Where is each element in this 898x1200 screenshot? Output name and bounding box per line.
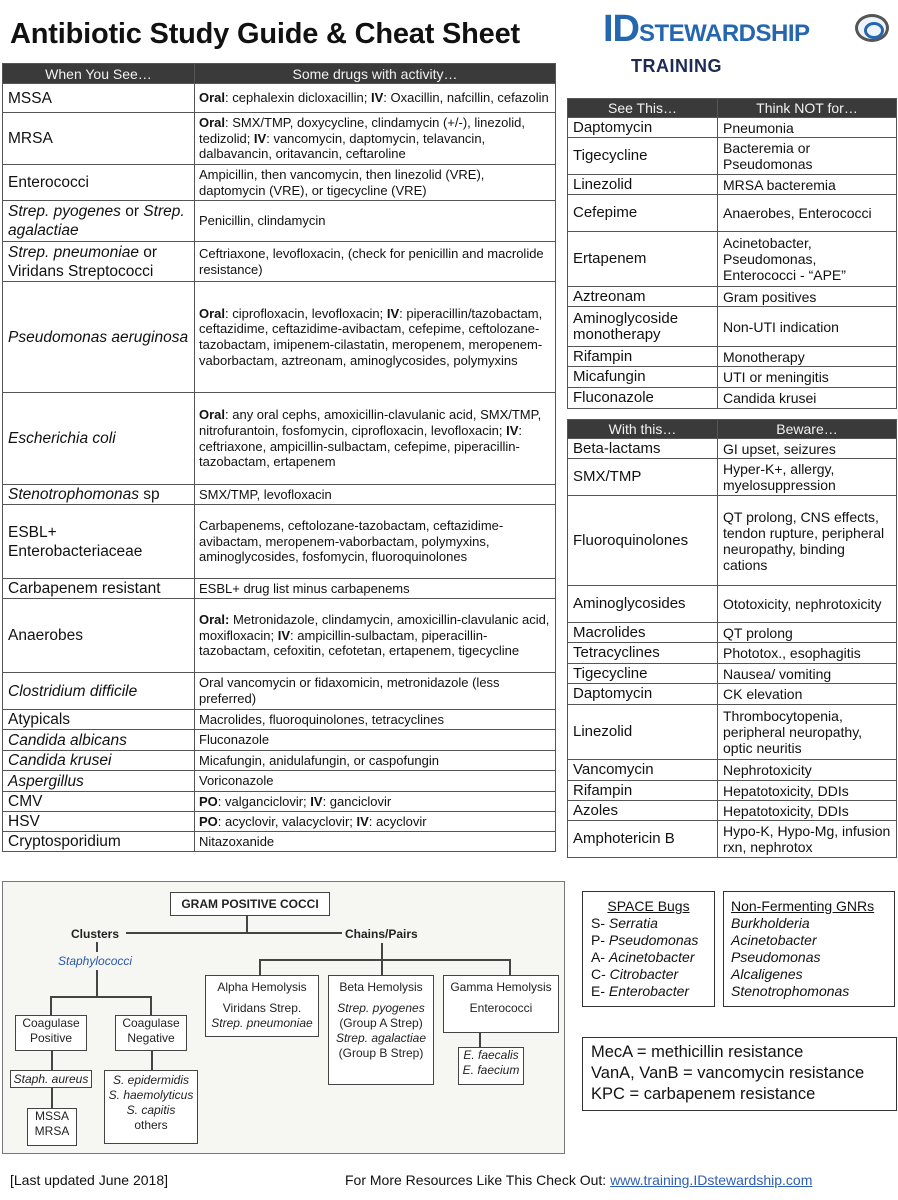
table-row [568, 781, 897, 801]
list-item [591, 949, 706, 966]
drug-cell: Linezolid [568, 175, 718, 195]
label-strep-agalactiae: Strep. agalactiae [335, 1031, 427, 1045]
resistance-genes-box [582, 1037, 897, 1111]
table-row [568, 643, 897, 664]
drugs-cell: Ampicillin, then vancomycin, then linezolid (VRE), daptomycin (VRE), or tigecycline (VRE) [195, 165, 556, 201]
label-e-faecium: E. faecium [462, 1063, 520, 1077]
note-cell: MRSA bacteremia [718, 175, 897, 195]
drug-cell: Amphotericin B [568, 821, 718, 858]
label-enterococci: Enterococci [469, 1001, 533, 1015]
organism-cell: Cryptosporidium [3, 832, 195, 852]
table-row [568, 175, 897, 195]
resistance-vana-vanb: VanA, VanB = vancomycin resistance [591, 1064, 865, 1082]
node-mssa-mrsa [27, 1108, 77, 1146]
drugs-cell: Voriconazole [195, 771, 556, 792]
table-row [3, 505, 556, 579]
space-bugs-title: SPACE Bugs [607, 898, 690, 914]
space-organism: Serratia [608, 915, 658, 931]
node-coag-negative-species [104, 1070, 198, 1144]
drugs-cell: Oral: SMX/TMP, doxycycline, clindamycin (+/-), linezolid, tedizolid; IV: vancomycin, daptomycin, telavancin, dalbavancin, oritavancin, ceftaroline [195, 113, 556, 165]
organism-cell: Pseudomonas aeruginosa [3, 282, 195, 393]
note-cell: Phototox., esophagitis [718, 643, 897, 664]
header-with-this: With this… [568, 420, 718, 439]
note-cell: Acinetobacter, Pseudomonas, Enterococci - “APE” [718, 232, 897, 287]
table-row [3, 730, 556, 751]
beware-table [567, 419, 897, 858]
drug-cell: Fluoroquinolones [568, 496, 718, 586]
node-alpha-hemolysis [205, 975, 319, 1037]
note-cell: Hepatotoxicity, DDIs [718, 801, 897, 821]
header-see-this: See This… [568, 99, 718, 118]
label-mrsa: MRSA [34, 1124, 70, 1138]
list-item: Acinetobacter [731, 932, 817, 948]
table-row [3, 812, 556, 832]
drug-cell: Beta-lactams [568, 439, 718, 459]
label-strep-pyogenes: Strep. pyogenes [337, 1001, 425, 1015]
table-row [3, 393, 556, 485]
drugs-cell: Nitazoxanide [195, 832, 556, 852]
drugs-cell: Oral vancomycin or fidaxomicin, metronidazole (less preferred) [195, 673, 556, 710]
space-organism: Enterobacter [608, 983, 690, 999]
organism-cell: Clostridium difficile [3, 673, 195, 710]
table-row [3, 201, 556, 242]
drugs-cell: Ceftriaxone, levofloxacin, (check for penicillin and macrolide resistance) [195, 242, 556, 282]
header-drugs-with-activity: Some drugs with activity… [195, 64, 556, 84]
note-cell: Candida krusei [718, 388, 897, 409]
label-group-b: (Group B Strep) [338, 1046, 424, 1060]
note-cell: Nausea/ vomiting [718, 664, 897, 684]
space-organism: Pseudomonas [608, 932, 699, 948]
organism-drug-table [2, 63, 556, 852]
table-row [3, 710, 556, 730]
non-fermenting-gnr-box [723, 891, 895, 1007]
label-beta-hemolysis: Beta Hemolysis [339, 980, 423, 994]
note-cell: Monotherapy [718, 347, 897, 367]
organism-cell: HSV [3, 812, 195, 832]
table-row [568, 760, 897, 781]
table-row [3, 771, 556, 792]
chat-bubble-icon [855, 14, 889, 42]
organism-cell: MRSA [3, 113, 195, 165]
note-cell: Gram positives [718, 287, 897, 307]
space-bugs-list [591, 915, 706, 1000]
list-item [591, 966, 706, 983]
node-enterococcus-species [458, 1047, 524, 1085]
node-coagulase-negative: Coagulase Negative [115, 1015, 187, 1051]
non-fermenting-title: Non-Fermenting GNRs [731, 898, 875, 914]
header-think-not-for: Think NOT for… [718, 99, 897, 118]
drug-cell: Tetracyclines [568, 643, 718, 664]
header-when-you-see: When You See… [3, 64, 195, 84]
node-staph-aureus: Staph. aureus [10, 1070, 92, 1088]
table-row [3, 84, 556, 113]
drug-cell: Ertapenem [568, 232, 718, 287]
drug-cell: Vancomycin [568, 760, 718, 781]
drug-cell: Azoles [568, 801, 718, 821]
drugs-cell: Micafungin, anidulafungin, or caspofungin [195, 751, 556, 771]
drugs-cell: Penicillin, clindamycin [195, 201, 556, 242]
footer-link[interactable]: www.training.IDstewardship.com [610, 1172, 813, 1188]
table-row [568, 388, 897, 409]
table-row [3, 751, 556, 771]
drugs-cell: Macrolides, fluoroquinolones, tetracyclines [195, 710, 556, 730]
note-cell: Non-UTI indication [718, 307, 897, 347]
table-row [568, 664, 897, 684]
note-cell: QT prolong [718, 623, 897, 643]
gram-positive-cocci-diagram [2, 881, 565, 1154]
list-item: Stenotrophomonas [731, 983, 850, 999]
table-row [3, 673, 556, 710]
drugs-cell: Oral: any oral cephs, amoxicillin-clavulanic acid, SMX/TMP, nitrofurantoin, fosfomycin, ciprofloxacin, levofloxacin; IV: ceftriaxone, ampicillin-sulbactam, cefepime, piperacillin-tazobactam, ertapenem [195, 393, 556, 485]
node-beta-hemolysis [328, 975, 434, 1085]
organism-cell: Atypicals [3, 710, 195, 730]
node-gram-positive-cocci: GRAM POSITIVE COCCI [170, 892, 330, 916]
note-cell: Thrombocytopenia, peripheral neuropathy, optic neuritis [718, 705, 897, 760]
resistance-meca: MecA = methicillin resistance [591, 1043, 804, 1061]
footer-text: For More Resources Like This Check Out: [345, 1172, 611, 1188]
table-row [3, 242, 556, 282]
table-row [3, 579, 556, 599]
drug-cell: Daptomycin [568, 684, 718, 705]
note-cell: Hepatotoxicity, DDIs [718, 781, 897, 801]
table-row [568, 586, 897, 623]
drug-cell: SMX/TMP [568, 459, 718, 496]
table-row [568, 705, 897, 760]
idstewardship-logo [603, 8, 893, 80]
logo-subtitle: TRAINING [631, 56, 722, 76]
table-row [568, 439, 897, 459]
table-row [568, 118, 897, 138]
table-row [568, 684, 897, 705]
table-row [568, 138, 897, 175]
table-row [568, 347, 897, 367]
organism-cell: Stenotrophomonas sp [3, 485, 195, 505]
logo-wordmark: IDSTEWARDSHIP [603, 8, 810, 50]
label-gamma-hemolysis: Gamma Hemolysis [450, 980, 552, 994]
drugs-cell: ESBL+ drug list minus carbapenems [195, 579, 556, 599]
note-cell: Hyper-K+, allergy, myelosuppression [718, 459, 897, 496]
note-cell: CK elevation [718, 684, 897, 705]
list-item: Alcaligenes [731, 966, 803, 982]
space-letter: C- [591, 966, 610, 982]
drugs-cell: Carbapenems, ceftolozane-tazobactam, ceftazidime-avibactam, meropenem-vaborbactam, polymyxins, aminoglycosides, fosfomycin, fluoroquinolones [195, 505, 556, 579]
space-letter: E- [591, 983, 609, 999]
table-row [3, 832, 556, 852]
drug-cell: Daptomycin [568, 118, 718, 138]
table-row [3, 282, 556, 393]
table-row [568, 459, 897, 496]
note-cell: Anaerobes, Enterococci [718, 195, 897, 232]
list-item [591, 983, 706, 1000]
table-row [3, 165, 556, 201]
note-cell: QT prolong, CNS effects, tendon rupture, peripheral neuropathy, binding cations [718, 496, 897, 586]
resistance-kpc: KPC = carbapenem resistance [591, 1085, 816, 1103]
label-s-capitis: S. capitis [126, 1103, 176, 1117]
organism-cell: Enterococci [3, 165, 195, 201]
space-letter: S- [591, 915, 609, 931]
organism-cell: Escherichia coli [3, 393, 195, 485]
page-title: Antibiotic Study Guide & Cheat Sheet [10, 18, 520, 50]
drug-cell: Aminoglycosides [568, 586, 718, 623]
table-row [3, 113, 556, 165]
space-bugs-box [582, 891, 715, 1007]
drug-cell: Tigecycline [568, 664, 718, 684]
node-gamma-hemolysis [443, 975, 559, 1033]
drug-cell: Cefepime [568, 195, 718, 232]
node-coagulase-positive: Coagulase Positive [15, 1015, 87, 1051]
label-group-a: (Group A Strep) [339, 1016, 423, 1030]
label-s-epidermidis: S. epidermidis [112, 1073, 190, 1087]
note-cell: Bacteremia or Pseudomonas [718, 138, 897, 175]
table-row [3, 485, 556, 505]
note-cell: UTI or meningitis [718, 367, 897, 388]
organism-cell: ESBL+ Enterobacteriaceae [3, 505, 195, 579]
label-alpha-hemolysis: Alpha Hemolysis [217, 980, 307, 994]
drugs-cell: SMX/TMP, levofloxacin [195, 485, 556, 505]
organism-cell: Candida krusei [3, 751, 195, 771]
label-s-haemolyticus: S. haemolyticus [108, 1088, 194, 1102]
drugs-cell: Fluconazole [195, 730, 556, 751]
organism-cell: Strep. pneumoniae or Viridans Streptococci [3, 242, 195, 282]
table-row [568, 232, 897, 287]
drug-cell: Fluconazole [568, 388, 718, 409]
label-clusters: Clusters [71, 927, 120, 941]
drugs-cell: Oral: Metronidazole, clindamycin, amoxicillin-clavulanic acid, moxifloxacin; IV: ampicillin-sulbactam, piperacillin-tazobactam, cefoxitin, cefotetan, ertapenem, tigecycline [195, 599, 556, 673]
label-viridans: Viridans Strep. [222, 1001, 302, 1015]
table-row [568, 195, 897, 232]
list-item [591, 932, 706, 949]
table-row [568, 496, 897, 586]
note-cell: Nephrotoxicity [718, 760, 897, 781]
drugs-cell: Oral: cephalexin dicloxacillin; IV: Oxacillin, nafcillin, cefazolin [195, 84, 556, 113]
list-item: Pseudomonas [731, 949, 821, 965]
note-cell: Hypo-K, Hypo-Mg, infusion rxn, nephrotox [718, 821, 897, 858]
space-organism: Acinetobacter [608, 949, 695, 965]
drugs-cell: Oral: ciprofloxacin, levofloxacin; IV: piperacillin/tazobactam, ceftazidime, ceftazidime-avibactam, cefepime, ceftolozane-tazobactam, imipenem-cilastatin, meropenem, meropenem-vaborbactam, aztreonam, aminoglycosides, polymyxins [195, 282, 556, 393]
list-item: Burkholderia [731, 915, 810, 931]
label-mssa: MSSA [34, 1109, 69, 1123]
organism-cell: Anaerobes [3, 599, 195, 673]
note-cell: Ototoxicity, nephrotoxicity [718, 586, 897, 623]
drug-cell: Rifampin [568, 781, 718, 801]
organism-cell: MSSA [3, 84, 195, 113]
drugs-cell: PO: acyclovir, valacyclovir; IV: acyclovir [195, 812, 556, 832]
drug-cell: Linezolid [568, 705, 718, 760]
table-row [3, 792, 556, 812]
note-cell: GI upset, seizures [718, 439, 897, 459]
drug-cell: Aztreonam [568, 287, 718, 307]
drug-cell: Aminoglycoside monotherapy [568, 307, 718, 347]
organism-cell: Carbapenem resistant [3, 579, 195, 599]
space-letter: P- [591, 932, 609, 948]
list-item [591, 915, 706, 932]
label-e-faecalis: E. faecalis [463, 1048, 519, 1062]
table-row [568, 307, 897, 347]
drug-cell: Rifampin [568, 347, 718, 367]
header-beware: Beware… [718, 420, 897, 439]
table-row [568, 801, 897, 821]
organism-cell: Aspergillus [3, 771, 195, 792]
note-cell: Pneumonia [718, 118, 897, 138]
table-row [568, 287, 897, 307]
table-row [568, 623, 897, 643]
organism-cell: Candida albicans [3, 730, 195, 751]
table-row [568, 821, 897, 858]
non-fermenting-list [731, 915, 887, 1000]
label-staphylococci: Staphylococci [58, 954, 133, 968]
drug-cell: Micafungin [568, 367, 718, 388]
drugs-cell: PO: valganciclovir; IV: ganciclovir [195, 792, 556, 812]
think-not-for-table [567, 98, 897, 409]
space-letter: A- [591, 949, 609, 965]
footer-resources [345, 1172, 812, 1188]
label-strep-pneumoniae: Strep. pneumoniae [211, 1016, 313, 1030]
drug-cell: Macrolides [568, 623, 718, 643]
drug-cell: Tigecycline [568, 138, 718, 175]
table-row [3, 599, 556, 673]
label-chains-pairs: Chains/Pairs [345, 927, 418, 941]
space-organism: Citrobacter [609, 966, 679, 982]
organism-cell: Strep. pyogenes or Strep. agalactiae [3, 201, 195, 242]
label-others: others [134, 1118, 168, 1132]
organism-cell: CMV [3, 792, 195, 812]
table-row [568, 367, 897, 388]
last-updated-note: [Last updated June 2018] [10, 1172, 169, 1188]
